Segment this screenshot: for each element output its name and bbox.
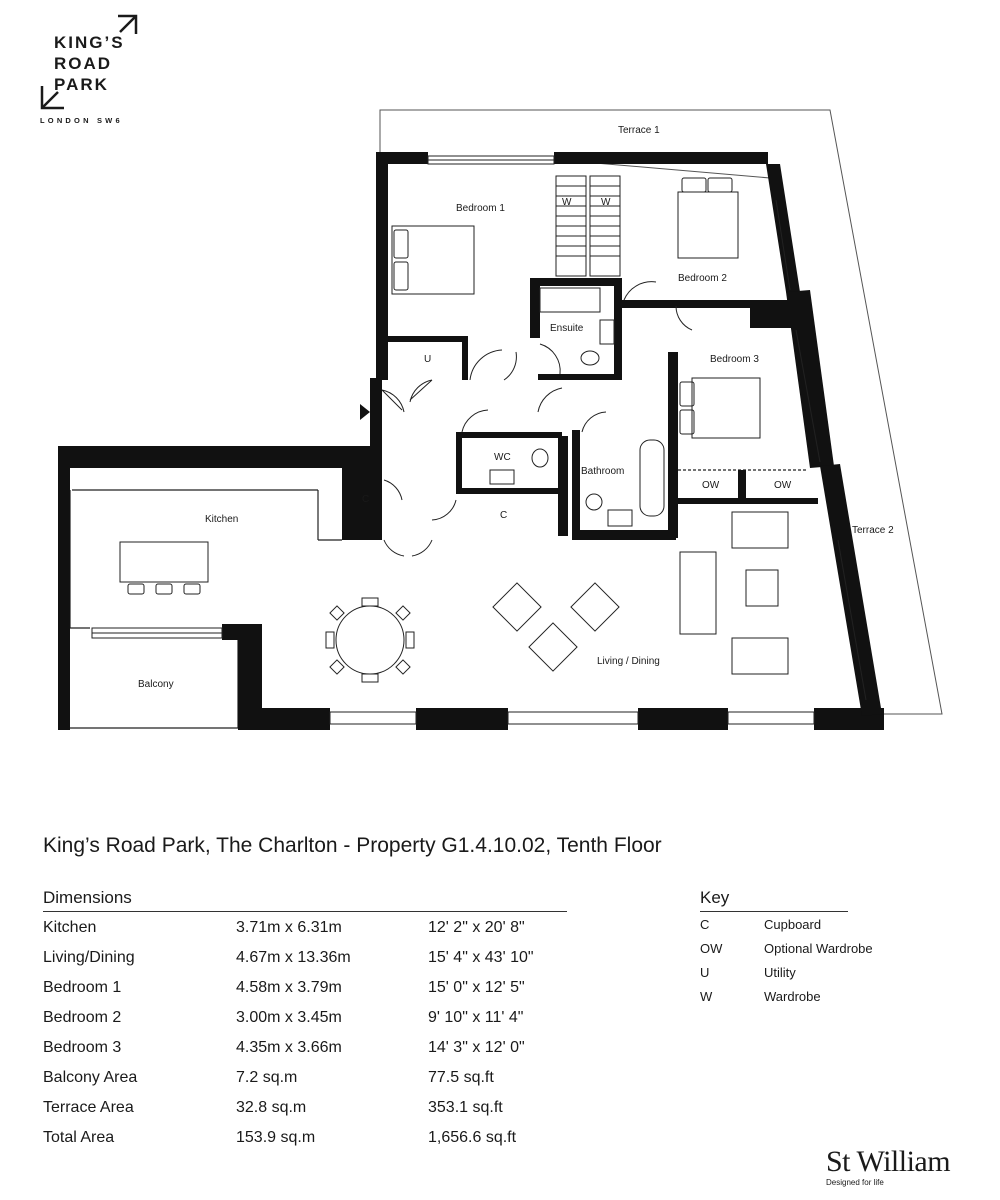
dimensions-table [43,888,567,1152]
key-code: W [700,989,713,1004]
list-item [700,984,848,1008]
dining-table [326,598,414,682]
table-row [43,972,567,1002]
dim-metric: 32.8 sq.m [236,1099,307,1116]
dim-imperial: 15' 0" x 12' 5" [428,979,525,996]
label-utility: U [424,354,432,365]
key-desc: Cupboard [764,917,822,932]
bed-bedroom-3 [692,378,760,438]
dim-metric: 3.71m x 6.31m [236,919,342,936]
label-ensuite: Ensuite [550,323,584,334]
dim-imperial: 12' 2" x 20' 8" [428,919,525,936]
dim-room: Terrace Area [43,1099,134,1116]
dim-room: Bedroom 2 [43,1009,122,1026]
wardrobe-units [556,176,620,276]
label-bedroom-1: Bedroom 1 [456,203,505,214]
label-bathroom: Bathroom [581,466,625,477]
plan-windows [92,156,866,724]
key-desc: Utility [764,965,796,980]
label-terrace-2: Terrace 2 [852,525,894,536]
dim-imperial: 77.5 sq.ft [428,1069,494,1086]
label-terrace-1: Terrace 1 [618,125,660,136]
dim-metric: 4.35m x 3.66m [236,1039,342,1056]
table-row [43,912,567,942]
dim-room: Balcony Area [43,1069,138,1086]
label-wardrobe-a: W [562,197,572,208]
property-title: King’s Road Park, The Charlton - Property G1.4.10.02, Tenth Floor [43,834,662,857]
dim-room: Total Area [43,1129,115,1146]
key-code: C [700,917,710,932]
label-living-dining: Living / Dining [597,656,660,667]
dim-metric: 4.67m x 13.36m [236,949,351,966]
label-wc: WC [494,452,511,463]
label-optional-wardrobe-a: OW [702,480,720,491]
logo-line-2: ROAD [54,54,113,73]
list-item [700,960,848,984]
dim-room: Bedroom 1 [43,979,122,996]
label-optional-wardrobe-b: OW [774,480,792,491]
brand-name: St William [826,1145,951,1178]
dim-metric: 3.00m x 3.45m [236,1009,342,1026]
table-row [43,1092,567,1122]
key-legend [700,888,873,1008]
table-row [43,942,567,972]
plan-thin-lines [62,448,808,728]
label-balcony: Balcony [138,679,174,690]
dim-room: Kitchen [43,919,97,936]
dim-metric: 153.9 sq.m [236,1129,316,1146]
dim-room: Living/Dining [43,949,135,966]
key-code: U [700,965,710,980]
dim-imperial: 1,656.6 sq.ft [428,1129,517,1146]
logo-line-1: KING’S [54,33,125,52]
key-desc: Optional Wardrobe [764,941,873,956]
logo-location: LONDON SW6 [40,116,123,125]
bed-bedroom-2 [678,192,738,258]
key-desc: Wardrobe [764,989,821,1004]
label-kitchen: Kitchen [205,514,239,525]
brand-tagline: Designed for life [826,1178,884,1187]
key-code: OW [700,941,723,956]
label-bedroom-3: Bedroom 3 [710,354,759,365]
label-cupboard-b: C [500,510,508,521]
table-row [43,1002,567,1032]
list-item [700,936,873,960]
dimensions-heading: Dimensions [43,888,567,912]
dim-imperial: 353.1 sq.ft [428,1099,503,1116]
dim-room: Bedroom 3 [43,1039,122,1056]
table-row [43,1062,567,1092]
table-row [43,1122,567,1152]
label-cupboard-a: C [362,494,370,505]
dim-imperial: 15' 4" x 43' 10" [428,949,534,966]
table-row [43,1032,567,1062]
st-william-logo [826,1146,966,1187]
entrance-arrow-icon [360,404,370,420]
bed-bedroom-1 [392,226,474,294]
logo-line-3: PARK [54,75,109,94]
plan-walls [58,152,884,730]
dim-metric: 4.58m x 3.79m [236,979,342,996]
kitchen-island [120,542,208,594]
dim-imperial: 9' 10" x 11' 4" [428,1009,524,1026]
label-wardrobe-b: W [601,197,611,208]
dim-metric: 7.2 sq.m [236,1069,298,1086]
key-heading: Key [700,888,848,912]
list-item [700,912,848,936]
label-bedroom-2: Bedroom 2 [678,273,727,284]
dim-imperial: 14' 3" x 12' 0" [428,1039,525,1056]
